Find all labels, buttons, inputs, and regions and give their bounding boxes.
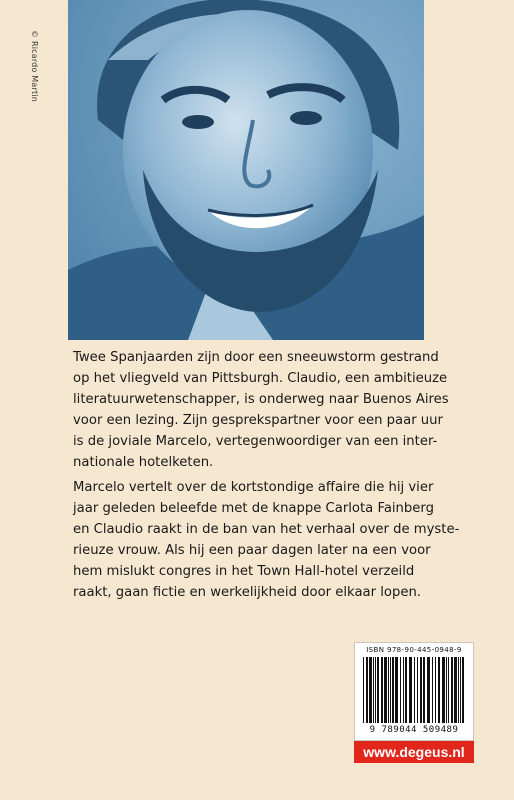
barcode-bar: [420, 657, 422, 723]
barcode-bar: [375, 657, 376, 723]
blurb-line: hem mislukt congres in het Town Hall-hotel verzeild: [73, 564, 415, 579]
barcode-bar: [403, 657, 404, 723]
barcode-bar: [405, 657, 407, 723]
barcode-bar: [390, 657, 391, 723]
photo-credit: © Ricardo Martin: [30, 30, 39, 103]
barcode-bar: [395, 657, 398, 723]
barcode-bar: [423, 657, 425, 723]
blurb-line: Marcelo vertelt over de kortstondige affaire die hij vier: [73, 480, 434, 495]
barcode-bars: [363, 657, 465, 723]
blurb-line: rieuze vrouw. Als hij een paar dagen later na een voor: [73, 543, 431, 558]
isbn-label: ISBN 978-90-445-0948-9: [366, 646, 462, 654]
author-photo: [68, 0, 424, 340]
barcode-bar: [388, 657, 389, 723]
barcode-bar: [417, 657, 418, 723]
barcode-bar: [462, 657, 464, 723]
blurb-line: is de joviale Marcelo, vertegenwoordiger van een inter-: [73, 434, 438, 449]
barcode-bar: [427, 657, 430, 723]
barcode-bar: [373, 657, 374, 723]
back-cover-blurb: [73, 347, 460, 607]
author-portrait-image: [68, 0, 424, 340]
barcode-bar: [409, 657, 412, 723]
barcode-bar: [369, 657, 372, 723]
barcode-bar: [432, 657, 433, 723]
barcode-bar: [377, 657, 379, 723]
blurb-line: voor een lezing. Zijn gesprekspartner voor een paar uur: [73, 413, 443, 428]
isbn-barcode: [354, 642, 474, 741]
barcode-bar: [366, 657, 368, 723]
blurb-line: Twee Spanjaarden zijn door een sneeuwstorm gestrand: [73, 350, 439, 365]
barcode-bar: [446, 657, 447, 723]
blurb-paragraph-2: [73, 477, 460, 603]
blurb-line: nationale hotelketen.: [73, 455, 214, 470]
barcode-bar: [451, 657, 453, 723]
barcode-bar: [435, 657, 436, 723]
barcode-bar: [414, 657, 415, 723]
barcode-bar: [363, 657, 364, 723]
publisher-url[interactable]: www.degeus.nl: [354, 741, 474, 763]
barcode-bar: [438, 657, 440, 723]
blurb-line: literatuurwetenschapper, is onderweg naar Buenos Aires: [73, 392, 449, 407]
blurb-line: op het vliegveld van Pittsburgh. Claudio, een ambitieuze: [73, 371, 448, 386]
blurb-line: en Claudio raakt in de ban van het verhaal over de myste-: [73, 522, 460, 537]
barcode-bar: [454, 657, 457, 723]
barcode-bar: [448, 657, 449, 723]
barcode-bar: [442, 657, 445, 723]
blurb-line: jaar geleden beleefde met de knappe Carlota Fainberg: [73, 501, 434, 516]
barcode-bar: [458, 657, 459, 723]
barcode-bar: [384, 657, 387, 723]
barcode-bar: [400, 657, 401, 723]
ean-digits: 9 789044 509489: [369, 725, 459, 735]
barcode-bar: [460, 657, 461, 723]
blurb-line: raakt, gaan fictie en werkelijkheid door elkaar lopen.: [73, 585, 421, 600]
barcode-bar: [392, 657, 394, 723]
barcode-bar: [381, 657, 383, 723]
blurb-paragraph-1: [73, 347, 449, 473]
